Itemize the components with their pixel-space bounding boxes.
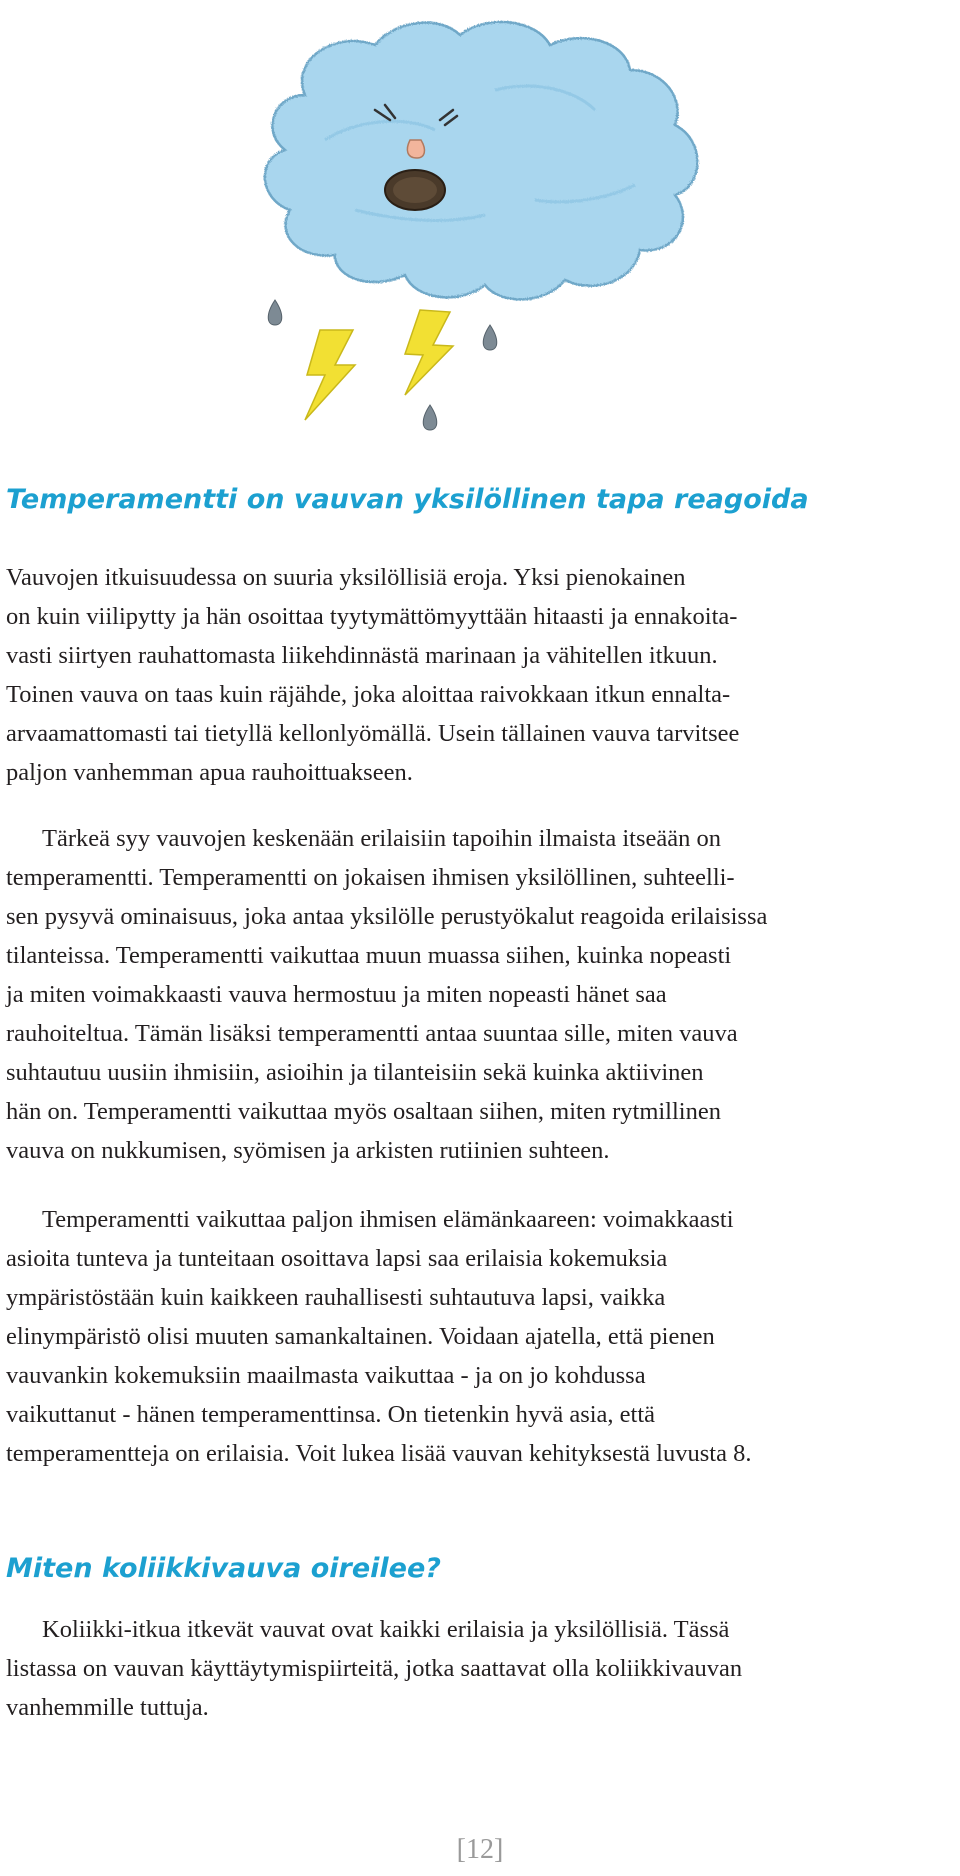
section-heading: Miten koliikkivauva oireilee? (6, 1553, 441, 1584)
text-line: Toinen vauva on taas kuin räjähde, joka aloittaa raivokkaan itkun ennalta- (6, 681, 731, 708)
text-line: elinympäristö olisi muuten samankaltainen. Voidaan ajatella, että pienen (6, 1323, 715, 1350)
text-line: rauhoiteltua. Tämän lisäksi temperamentti antaa suuntaa sille, miten vauva (6, 1020, 738, 1047)
text-line: listassa on vauvan käyttäytymispiirteitä, jotka saattavat olla koliikkivauvan (6, 1655, 743, 1682)
raindrop-icon (423, 405, 437, 430)
text-line: Vauvojen itkuisuudessa on suuria yksilöllisiä eroja. Yksi pienokainen (6, 564, 686, 591)
paragraph (6, 1610, 921, 1727)
paragraph (6, 558, 921, 792)
text-line: on kuin viilipytty ja hän osoittaa tyytymättömyyttään hitaasti ja ennakoita- (6, 603, 738, 630)
text-line: temperamentteja on erilaisia. Voit lukea lisää vauvan kehityksestä luvusta 8. (6, 1440, 752, 1467)
text-line: vauva on nukkumisen, syömisen ja arkisten rutiinien suhteen. (6, 1137, 610, 1164)
text-line: hän on. Temperamentti vaikuttaa myös osaltaan siihen, miten rytmillinen (6, 1098, 721, 1125)
text-line: temperamentti. Temperamentti on jokaisen ihmisen yksilöllinen, suhteelli- (6, 864, 735, 891)
text-line: sen pysyvä ominaisuus, joka antaa yksilölle perustyökalut reagoida erilaisissa (6, 903, 768, 930)
lightning-bolt-icon (405, 310, 453, 395)
text-line: vasti siirtyen rauhattomasta liikehdinnästä marinaan ja vähitellen itkuun. (6, 642, 718, 669)
text-line: vanhemmille tuttuja. (6, 1694, 209, 1721)
text-line: arvaamattomasti tai tietyllä kellonlyömällä. Usein tällainen vauva tarvitsee (6, 720, 740, 747)
paragraph (6, 819, 921, 1170)
section-heading: Temperamentti on vauvan yksilöllinen tapa reagoida (6, 484, 809, 515)
text-line: ja miten voimakkaasti vauva hermostuu ja miten nopeasti hänet saa (6, 981, 667, 1008)
text-line: vauvankin kokemuksiin maailmasta vaikuttaa - ja on jo kohdussa (6, 1362, 646, 1389)
lightning-bolt-icon (305, 330, 355, 420)
text-line: Tärkeä syy vauvojen keskenään erilaisiin tapoihin ilmaista itseään on (42, 825, 721, 852)
text-line: asioita tunteva ja tunteitaan osoittava lapsi saa erilaisia kokemuksia (6, 1245, 668, 1272)
text-line: paljon vanhemman apua rauhoittuakseen. (6, 759, 413, 786)
page-number: [12] (456, 1834, 504, 1865)
text-line: Temperamentti vaikuttaa paljon ihmisen elämänkaareen: voimakkaasti (42, 1206, 734, 1233)
raindrop-icon (268, 300, 282, 325)
text-line: suhtautuu uusiin ihmisiin, asioihin ja tilanteisiin sekä kuinka aktiivinen (6, 1059, 704, 1086)
paragraph (6, 1200, 921, 1473)
cloud-icon (265, 22, 698, 299)
text-line: ympäristöstään kuin kaikkeen rauhallisesti suhtautuva lapsi, vaikka (6, 1284, 666, 1311)
text-line: Koliikki-itkua itkevät vauvat ovat kaikki erilaisia ja yksilöllisiä. Tässä (42, 1616, 730, 1643)
raindrop-icon (483, 325, 497, 350)
text-line: vaikuttanut - hänen temperamenttinsa. On tietenkin hyvä asia, että (6, 1401, 656, 1428)
crying-storm-cloud-illustration (235, 0, 780, 470)
text-line: tilanteissa. Temperamentti vaikuttaa muun muassa siihen, kuinka nopeasti (6, 942, 732, 969)
